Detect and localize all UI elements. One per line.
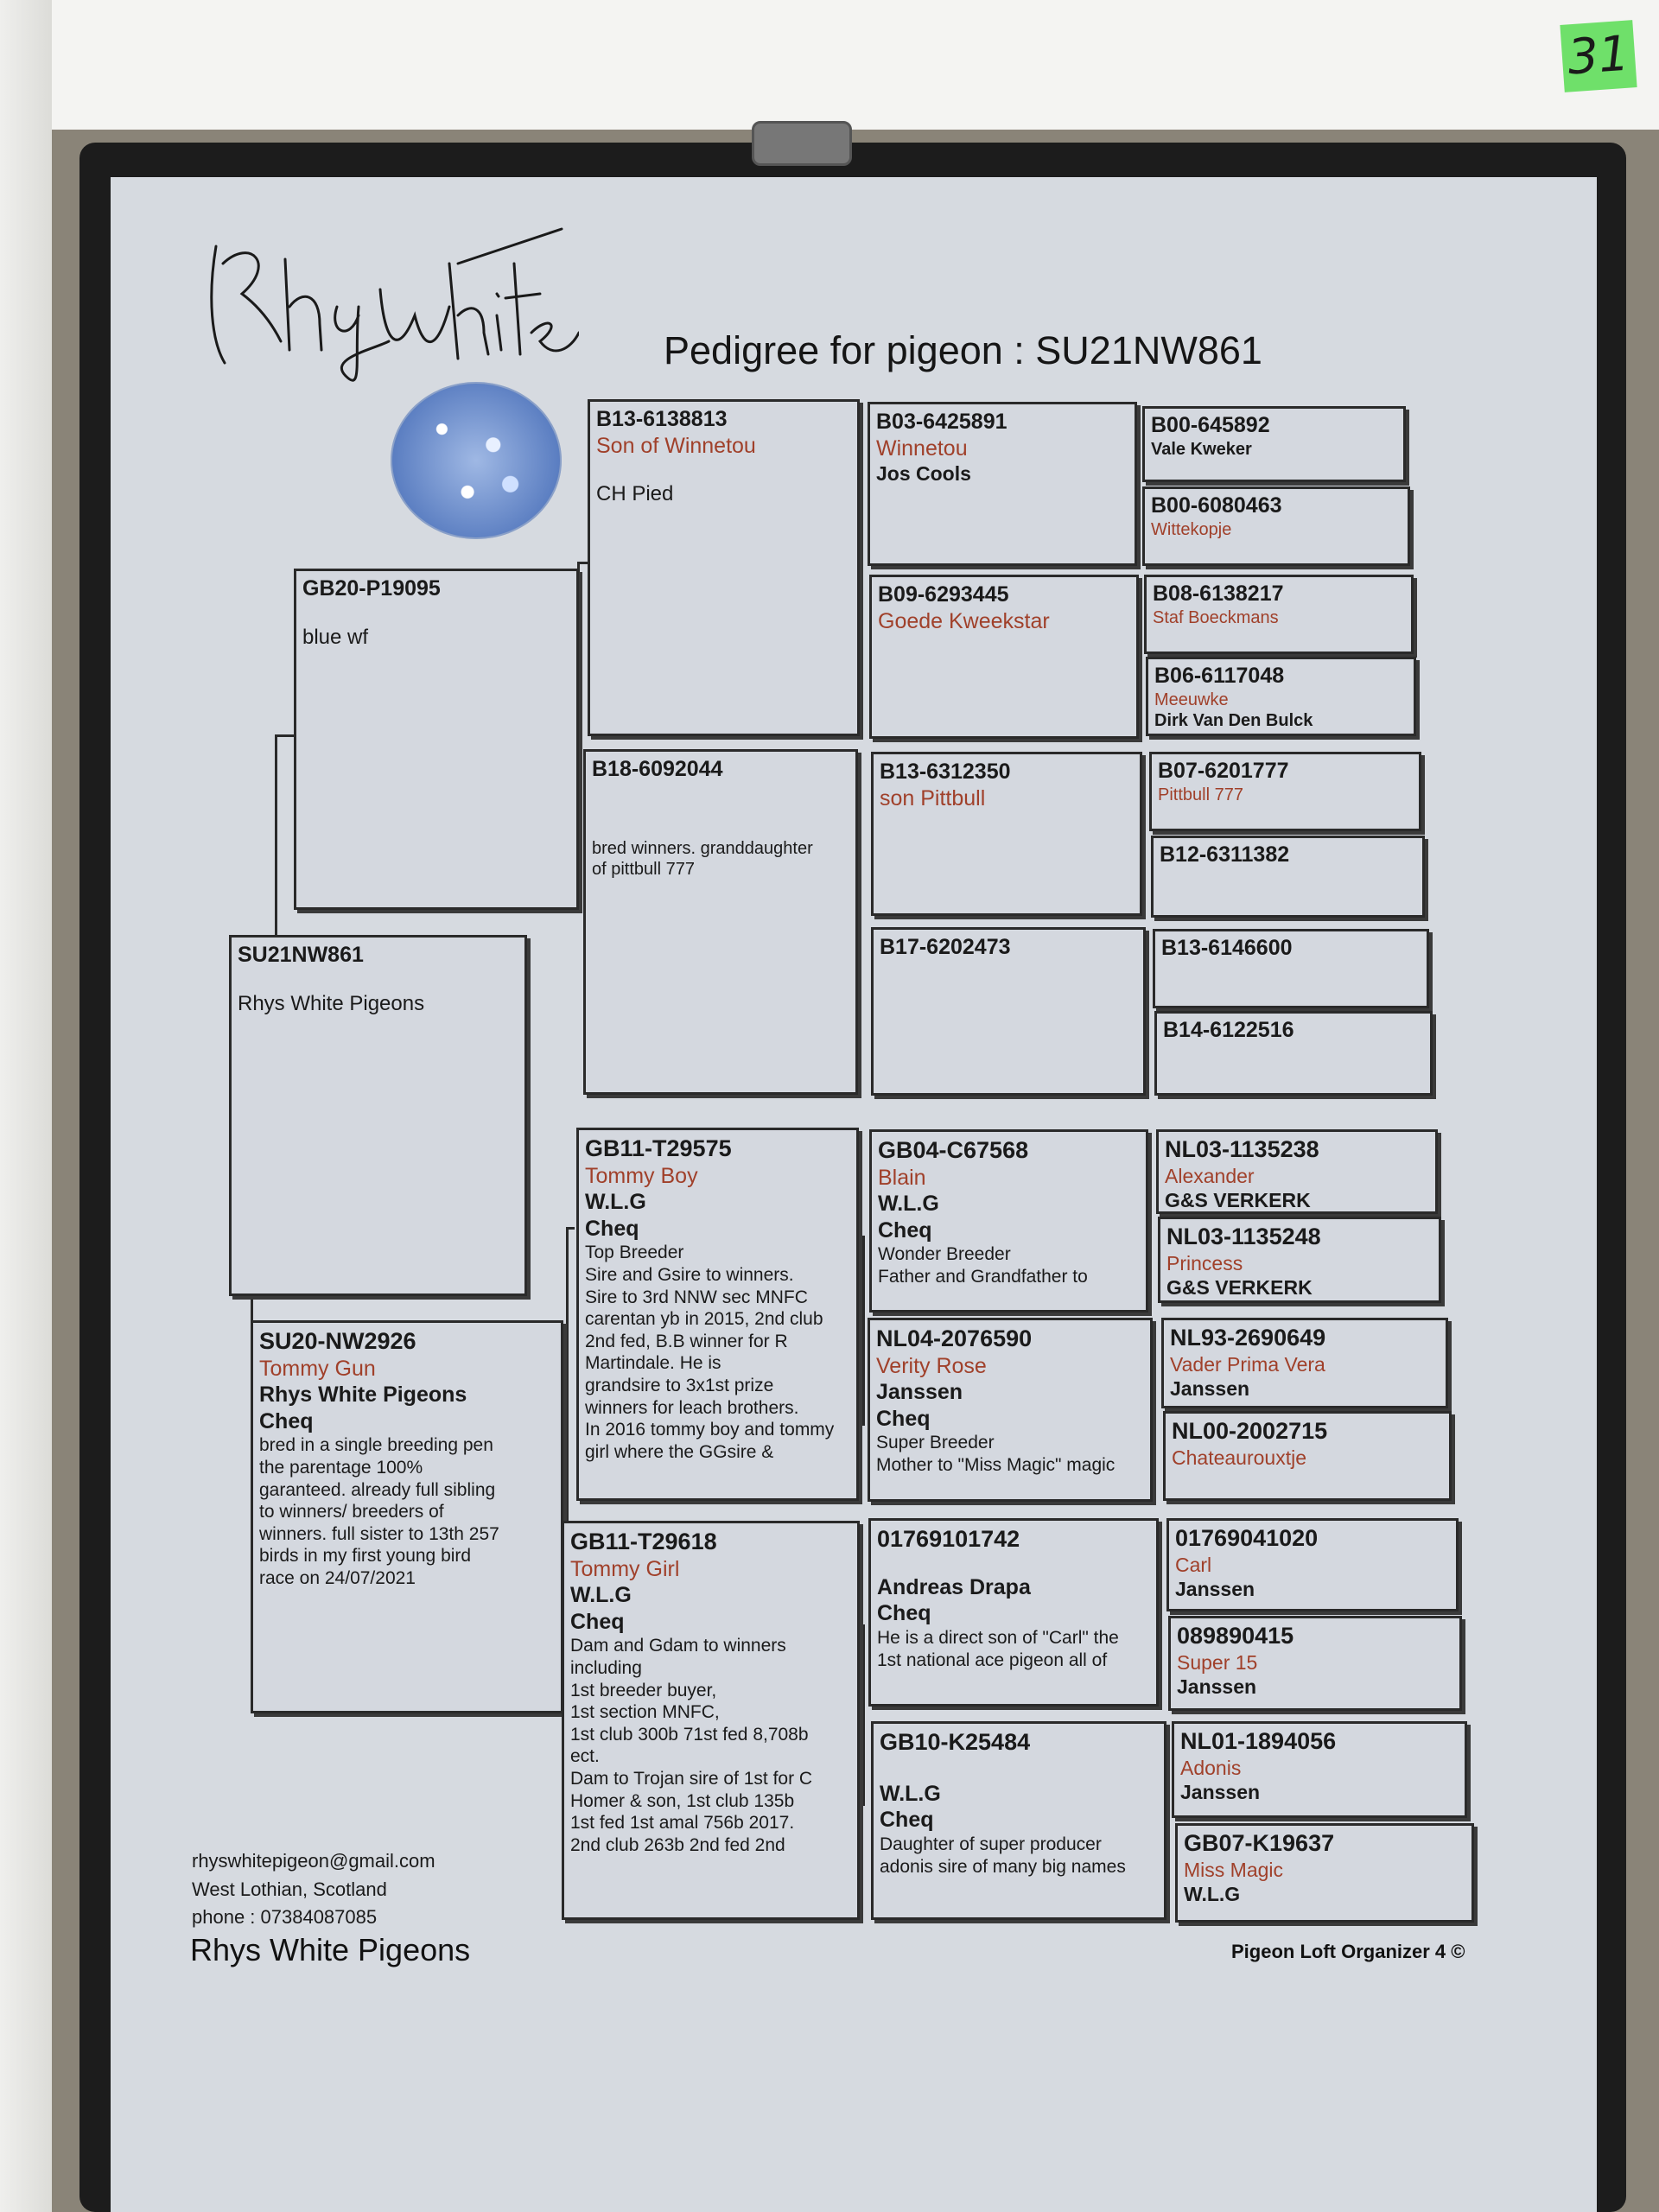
ring-number: 089890415: [1177, 1623, 1294, 1649]
ring-number: 01769041020: [1175, 1525, 1319, 1551]
sticky-note: 31: [1560, 20, 1637, 92]
breeder: Andreas Drapa: [877, 1574, 1031, 1599]
ring-number: B06-6117048: [1154, 664, 1285, 688]
breeder: W.L.G: [878, 1192, 939, 1217]
ancestor-box: [1158, 1217, 1441, 1303]
contact-email: rhyswhitepigeon@gmail.com: [192, 1850, 435, 1872]
ring-number: B08-6138217: [1153, 582, 1284, 606]
ancestor-box: [1175, 1823, 1474, 1923]
pigeon-name: Adonis: [1180, 1756, 1242, 1779]
ring-number: SU20-NW2926: [259, 1328, 416, 1354]
ring-number: B12-6311382: [1160, 842, 1290, 867]
ring-number: B14-6122516: [1163, 1018, 1294, 1042]
connector-line: [275, 734, 277, 938]
pigeon-name: Tommy Gun: [259, 1356, 376, 1381]
note-line: Sire to 3rd NNW sec MNFC: [585, 1287, 808, 1307]
pigeon-name: Alexander: [1165, 1164, 1255, 1187]
sire-box: [294, 569, 579, 910]
pigeon-name: Meeuwke: [1154, 690, 1229, 709]
note-line: of pittbull 777: [592, 859, 695, 879]
note-line: Martindale. He is: [585, 1353, 721, 1374]
note-line: Sire and Gsire to winners.: [585, 1265, 794, 1286]
sire-sire-box: [588, 399, 860, 736]
ring-number: B13-6312350: [880, 760, 1011, 784]
note-line: 2nd fed, B.B winner for R: [585, 1331, 788, 1351]
note-line: race on 24/07/2021: [259, 1568, 416, 1589]
color: Cheq: [878, 1217, 932, 1243]
sds-box: [871, 752, 1142, 916]
ancestor-box: [1142, 406, 1406, 482]
note-line: 2nd club 263b 2nd fed 2nd: [570, 1834, 785, 1855]
ring-number: GB07-K19637: [1184, 1830, 1335, 1856]
note-line: Wonder Breeder: [878, 1244, 1011, 1265]
color: Cheq: [259, 1408, 314, 1433]
ring-number: NL01-1894056: [1180, 1728, 1337, 1754]
dam-sire-box: [576, 1128, 859, 1501]
pigeon-name: Tommy Girl: [570, 1556, 680, 1581]
ring-number: NL04-2076590: [876, 1325, 1033, 1351]
ring-number: B13-6146600: [1161, 936, 1293, 960]
sire-dam-box: [583, 749, 858, 1095]
note-line: Homer & son, 1st club 135b: [570, 1790, 795, 1811]
note-line: 1st breeder buyer,: [570, 1680, 717, 1700]
connector-line: [862, 1236, 865, 1426]
note-line: In 2016 tommy boy and tommy: [585, 1420, 835, 1440]
breeder: G&S VERKERK: [1166, 1275, 1313, 1299]
owner: Rhys White Pigeons: [259, 1382, 467, 1408]
dam-box: [251, 1320, 563, 1713]
note-line: 1st club 300b 71st fed 8,708b: [570, 1724, 809, 1745]
color: Cheq: [570, 1609, 625, 1634]
ancestor-box: [1172, 1721, 1467, 1818]
note-line: including: [570, 1658, 642, 1679]
ancestor-box: [1142, 486, 1410, 566]
note-line: bred winners. granddaughter: [592, 838, 813, 858]
note-line: Super Breeder: [876, 1433, 995, 1453]
breeder: G&S VERKERK: [1165, 1188, 1311, 1211]
page-title: Pedigree for pigeon : SU21NW861: [664, 328, 1262, 372]
note-line: garanteed. already full sibling: [259, 1479, 496, 1500]
breeder: Jos Cools: [876, 462, 971, 485]
ancestor-box: [1161, 1318, 1448, 1408]
ring-number: NL93-2690649: [1170, 1325, 1326, 1351]
breeder: Janssen: [1180, 1780, 1261, 1803]
color: Cheq: [585, 1216, 639, 1241]
ring-number: GB10-K25484: [880, 1729, 1031, 1755]
ancestor-box: [1156, 1129, 1438, 1214]
note-line: the parentage 100%: [259, 1458, 423, 1478]
note-line: 1st section MNFC,: [570, 1702, 720, 1723]
dss-box: [869, 1129, 1148, 1313]
sss-box: [868, 402, 1137, 566]
pigeon-name: Staf Boeckmans: [1153, 607, 1279, 627]
ddd-box: [871, 1721, 1166, 1920]
note-line: Top Breeder: [585, 1243, 684, 1263]
breeder: W.L.G: [1184, 1882, 1241, 1905]
breeder: W.L.G: [570, 1583, 632, 1608]
ring-number: B00-645892: [1151, 413, 1270, 437]
breeder: Vale Kweker: [1151, 439, 1252, 459]
ring-number: GB11-T29575: [585, 1135, 732, 1161]
ancestor-box: [1153, 929, 1429, 1008]
dds-box: [868, 1518, 1159, 1707]
note-line: grandsire to 3x1st prize: [585, 1376, 774, 1396]
pigeon-name: Super 15: [1177, 1650, 1258, 1674]
ring-number: B13-6138813: [596, 407, 728, 431]
ring-number: B00-6080463: [1151, 493, 1282, 518]
pigeon-name: Tommy Boy: [585, 1163, 698, 1188]
pigeon-name: son Pittbull: [880, 785, 986, 810]
note-line: bred in a single breeding pen: [259, 1435, 493, 1456]
note-line: Daughter of super producer: [880, 1834, 1102, 1854]
pigeon-name: Chateaurouxtje: [1172, 1446, 1306, 1469]
note-line: winners. full sister to 13th 257: [259, 1523, 499, 1544]
ring-number: B03-6425891: [876, 410, 1007, 434]
pigeon-name: Carl: [1175, 1553, 1212, 1576]
note-line: Mother to "Miss Magic" magic: [876, 1455, 1116, 1476]
connector-line: [1139, 622, 1141, 709]
ring-number: B17-6202473: [880, 935, 1011, 959]
color: blue wf: [302, 625, 369, 649]
handwritten-signature: [199, 212, 579, 385]
binder-clip: [752, 121, 852, 166]
ssd-box: [869, 575, 1139, 739]
breeder: Janssen: [1170, 1376, 1250, 1400]
pigeon-name: Princess: [1166, 1251, 1243, 1274]
ancestor-box: [1163, 1411, 1452, 1501]
breeder: W.L.G: [585, 1190, 646, 1215]
ring-number: SU21NW861: [238, 943, 364, 967]
background-paper: [0, 0, 1659, 130]
breeder: Dirk Van Den Bulck: [1154, 710, 1313, 730]
pigeon-name: Miss Magic: [1184, 1858, 1284, 1881]
contact-phone: phone : 07384087085: [192, 1906, 378, 1929]
color: Cheq: [876, 1406, 931, 1431]
owner: Rhys White Pigeons: [238, 991, 425, 1015]
ring-number: NL03-1135248: [1166, 1224, 1321, 1249]
ring-number: GB04-C67568: [878, 1137, 1029, 1163]
pigeon-name: Son of Winnetou: [596, 433, 756, 458]
color: CH Pied: [596, 482, 674, 505]
dsd-box: [868, 1318, 1153, 1502]
sdd-box: [871, 927, 1146, 1096]
ancestor-box: [1151, 836, 1425, 918]
note-line: Father and Grandfather to: [878, 1267, 1088, 1287]
ring-number: NL03-1135238: [1165, 1136, 1319, 1162]
note-line: birds in my first young bird: [259, 1546, 472, 1567]
breeder: Janssen: [876, 1380, 963, 1405]
breeder: Janssen: [1177, 1675, 1257, 1698]
pigeon-name: Wittekopje: [1151, 519, 1232, 539]
connector-line: [862, 1624, 865, 1806]
color: Cheq: [880, 1808, 934, 1833]
hologram-seal: [391, 382, 562, 539]
note-line: He is a direct son of "Carl" the: [877, 1627, 1119, 1648]
color: Cheq: [877, 1601, 931, 1626]
note-line: carentan yb in 2015, 2nd club: [585, 1309, 823, 1330]
pigeon-name: Pittbull 777: [1158, 785, 1243, 804]
contact-location: West Lothian, Scotland: [192, 1878, 387, 1900]
pigeon-name: Verity Rose: [876, 1353, 987, 1378]
pigeon-name: Vader Prima Vera: [1170, 1352, 1325, 1376]
note-line: winners for leach brothers.: [585, 1397, 799, 1418]
ring-number: NL00-2002715: [1172, 1418, 1328, 1444]
loft-name: Rhys White Pigeons: [190, 1932, 471, 1967]
note-line: 1st fed 1st amal 756b 2017.: [570, 1813, 795, 1834]
ring-number: 01769101742: [877, 1526, 1020, 1552]
ring-number: B07-6201777: [1158, 759, 1289, 783]
ancestor-box: [1144, 575, 1414, 654]
breeder: Janssen: [1175, 1577, 1255, 1600]
ring-number: B09-6293445: [878, 582, 1009, 607]
ring-number: B18-6092044: [592, 757, 723, 781]
note-line: to winners/ breeders of: [259, 1502, 444, 1522]
ring-number: GB20-P19095: [302, 576, 441, 601]
breeder: W.L.G: [880, 1781, 941, 1806]
pigeon-name: Blain: [878, 1165, 926, 1190]
background-paper-edge: [0, 0, 52, 2212]
note-line: Dam to Trojan sire of 1st for C: [570, 1769, 813, 1789]
ancestor-box: [1166, 1518, 1459, 1611]
pigeon-name: Winnetou: [876, 435, 968, 461]
software-credit: Pigeon Loft Organizer 4 ©: [1231, 1941, 1465, 1962]
connector-line: [251, 1296, 276, 1299]
dam-dam-box: [562, 1521, 860, 1920]
ancestor-box: [1168, 1616, 1462, 1711]
ancestor-box: [1149, 752, 1421, 831]
pigeon-name: Goede Kweekstar: [878, 608, 1050, 633]
note-line: ect.: [570, 1746, 600, 1767]
subject-pigeon-box: [229, 935, 527, 1296]
note-line: adonis sire of many big names: [880, 1856, 1126, 1877]
note-line: 1st national ace pigeon all of: [877, 1649, 1108, 1670]
ancestor-box: [1154, 1011, 1433, 1096]
contact-block: [192, 1847, 435, 1932]
connector-line: [858, 795, 861, 976]
note-line: girl where the GGsire &: [585, 1441, 774, 1462]
ancestor-box: [1146, 657, 1416, 736]
ring-number: GB11-T29618: [570, 1529, 717, 1554]
note-line: Dam and Gdam to winners: [570, 1636, 786, 1656]
